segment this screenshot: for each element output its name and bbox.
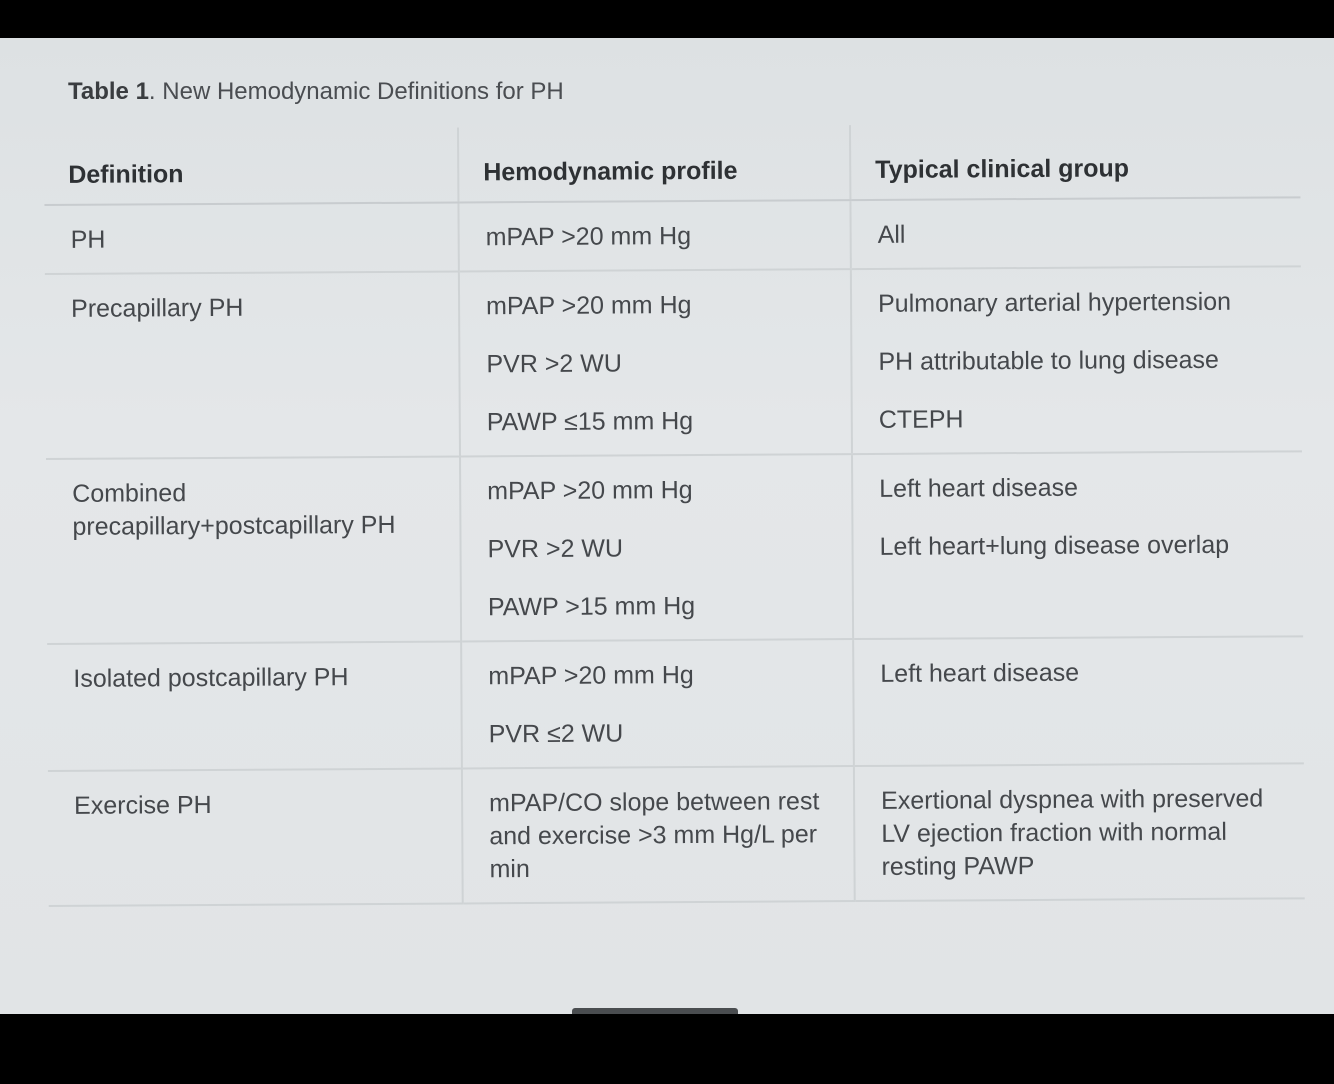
profile-item: mPAP >20 mm Hg [487,476,693,506]
table-row [48,763,1305,906]
definitions-table [44,122,1305,907]
header-hemodynamic-profile: Hemodynamic profile [458,125,850,202]
group-cell [854,763,1305,901]
table-row [45,266,1302,459]
group-item: Exertional dyspnea with preserved LV ejection fraction with normal resting PAWP [881,784,1264,881]
group-item: Left heart disease [880,658,1080,688]
profile-cell [460,454,853,641]
definition-cell: Exercise PH [48,768,463,906]
group-cell [851,266,1302,454]
group-cell [853,636,1304,766]
definition-cell: PH [44,202,458,274]
group-item: All [877,220,906,249]
group-cell [850,197,1300,269]
definition-cell: Isolated postcapillary PH [47,641,462,771]
group-item: PH attributable to lung disease [878,345,1220,376]
profile-item: PAWP >15 mm Hg [487,592,696,622]
profile-item: mPAP >20 mm Hg [485,291,692,321]
group-cell [852,451,1303,639]
document-screen [0,38,1334,1014]
profile-item: PVR >2 WU [487,534,624,564]
profile-cell [459,269,852,456]
profile-cell [462,766,855,903]
group-item: Pulmonary arterial hypertension [877,287,1232,318]
group-item: Left heart+lung disease overlap [879,530,1230,561]
profile-cell [461,639,854,768]
profile-item: PAWP ≤15 mm Hg [486,407,694,437]
definition-cell: Combined precapillary+postcapillary PH [46,456,461,644]
profile-item: PVR >2 WU [486,349,622,379]
group-item: CTEPH [878,405,964,434]
table-row [46,451,1303,644]
profile-cell [458,200,850,271]
table-row [44,197,1300,274]
table-caption [68,78,564,106]
profile-item: PVR ≤2 WU [488,719,624,749]
caption-text: . New Hemodynamic Definitions for PH [148,78,564,105]
group-item: Left heart disease [879,473,1079,503]
profile-item: mPAP >20 mm Hg [488,661,694,691]
profile-item: mPAP/CO slope between rest and exercise >3 mm Hg/L per min [489,787,820,884]
header-clinical-group: Typical clinical group [850,122,1300,200]
profile-item: mPAP >20 mm Hg [485,222,692,252]
table-header-row [44,122,1300,205]
home-indicator[interactable] [572,1008,738,1014]
table-row [47,636,1304,771]
header-definition: Definition [44,127,458,205]
caption-label: Table 1 [68,78,149,105]
definition-cell: Precapillary PH [45,271,460,459]
